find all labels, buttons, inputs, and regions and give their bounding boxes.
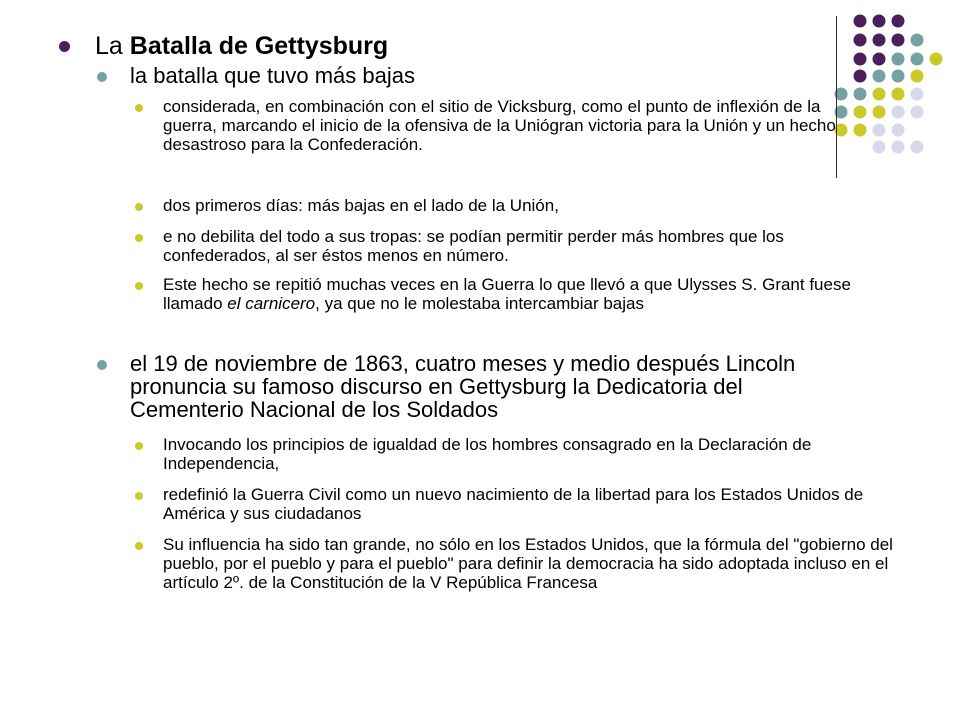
decorative-dot — [892, 141, 905, 154]
decorative-dot — [892, 34, 905, 47]
bullet-level3-icon — [135, 282, 143, 290]
decorative-dot — [854, 124, 867, 137]
decorative-dot — [911, 34, 924, 47]
decorative-dot — [873, 70, 886, 83]
decorative-dot — [892, 53, 905, 66]
bullet-level3-icon — [135, 442, 143, 450]
decorative-dot — [911, 141, 924, 154]
title-line — [95, 32, 388, 60]
decorative-dot — [892, 124, 905, 137]
bullet-level3-icon — [135, 203, 143, 211]
decorative-dot — [873, 141, 886, 154]
decorative-dot — [854, 15, 867, 28]
sub2-item-1: Invocando los principios de igualdad de los hombres consagrado en la Declaración de Independencia, — [163, 435, 812, 473]
bullet-level3-icon — [135, 542, 143, 550]
decorative-dot — [854, 106, 867, 119]
decorative-dot — [873, 34, 886, 47]
sub1-item-2: dos primeros días: más bajas en el lado de la Unión, — [163, 196, 559, 215]
decorative-dot — [892, 70, 905, 83]
decorative-dot — [873, 15, 886, 28]
decorative-dot — [892, 88, 905, 101]
sub2-item-3: Su influencia ha sido tan grande, no sólo en los Estados Unidos, que la fórmula del "gobierno del pueblo, por el pueblo y para el pueblo" para definir la democracia ha sido adoptada incluso en el artículo 2º. de la Constitución de la V República Francesa — [163, 535, 893, 592]
sub1-item-4-before: Este hecho se repitió muchas veces en la Guerra lo que llevó a que Ulysses S. Grant fuese llamado — [163, 275, 851, 313]
decorative-dot — [854, 70, 867, 83]
sub1-item-4-italic: el carnicero — [227, 294, 316, 313]
bullet-level2-icon — [97, 360, 107, 370]
sub1-heading: la batalla que tuvo más bajas — [130, 63, 415, 88]
title-prefix: La — [95, 32, 130, 60]
decorative-dot — [854, 88, 867, 101]
sub1-item-4-after: , ya que no le molestaba intercambiar bajas — [315, 294, 644, 313]
sub2-item-2: redefinió la Guerra Civil como un nuevo nacimiento de la libertad para los Estados Unidos de América y sus ciudadanos — [163, 485, 864, 523]
decorative-dot — [911, 88, 924, 101]
bullet-level3-icon — [135, 234, 143, 242]
decorative-dot — [873, 88, 886, 101]
decorative-dot — [911, 106, 924, 119]
decorative-dot — [930, 53, 943, 66]
decorative-dot — [911, 70, 924, 83]
title-bold: Batalla de Gettysburg — [129, 32, 389, 60]
bullet-level3-icon — [135, 492, 143, 500]
decorative-dot — [892, 106, 905, 119]
bullet-level2-icon — [97, 72, 107, 82]
sub2-heading: el 19 de noviembre de 1863, cuatro meses y medio después Lincoln pronuncia su famoso discurso en Gettysburg la Dedicatoria del Cementerio Nacional de los Soldados — [130, 351, 796, 422]
decorative-dot — [873, 53, 886, 66]
decorative-dot — [854, 34, 867, 47]
bullet-level3-icon — [135, 104, 143, 112]
decorative-dot — [911, 53, 924, 66]
decorative-dot — [873, 124, 886, 137]
decorative-dot — [854, 53, 867, 66]
sub1-item-1: considerada, en combinación con el sitio de Vicksburg, como el punto de inflexión de la guerra, marcando el inicio de la ofensiva de la Uniógran victoria para la Unión y un hecho desastroso para la Confederación. — [163, 97, 836, 154]
bullet-level1-icon — [59, 41, 70, 52]
sub1-item-4 — [163, 275, 898, 313]
decorative-dot — [873, 106, 886, 119]
decorative-dot — [892, 15, 905, 28]
sub1-item-3: e no debilita del todo a sus tropas: se podían permitir perder más hombres que los confederados, al ser éstos menos en número. — [163, 227, 784, 265]
